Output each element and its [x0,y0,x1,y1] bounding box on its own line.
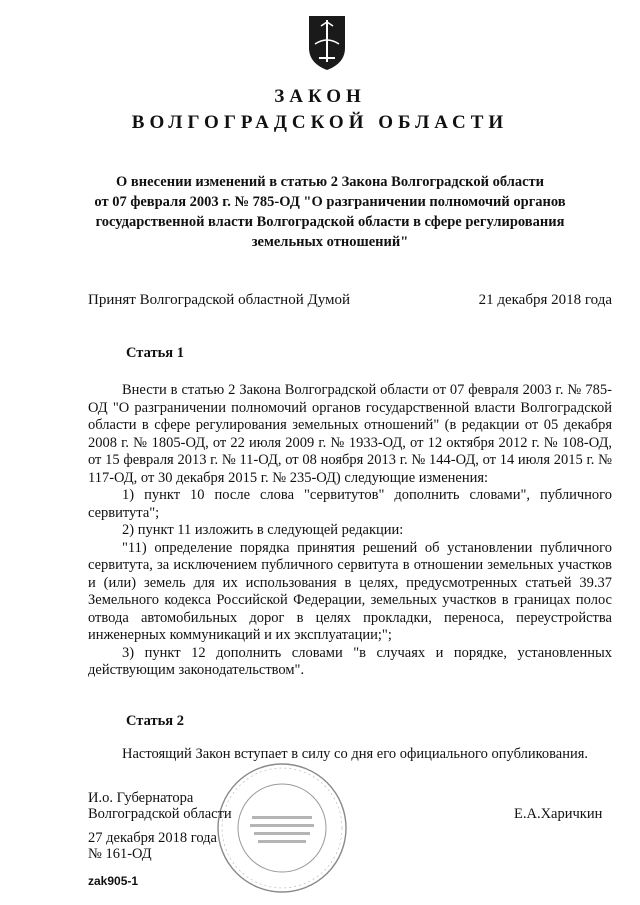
article-1-intro: Внести в статью 2 Закона Волгоградской области от 07 февраля 2003 г. № 785-ОД "О разграничении полномочий органов государственной власти Волгоградской области в сфере регулирования земельных отношений" (в редакции от 05 декабря 2008 г. № 1805-ОД, от 22 июля 2009 г. № 1933-ОД, от 12 октября 2012 г. № 108-ОД, от 15 февраля 2013 г. № 11-ОД, от 08 ноября 2013 г. № 144-ОД, от 14 июля 2015 г. № 117-ОД, от 30 декабря 2015 г. № 235-ОД) следующие изменения: [88,382,612,486]
coat-of-arms-icon [307,14,347,72]
article-1-item-2: 2) пункт 11 изложить в следующей редакции: [122,522,404,538]
heading-line: государственной власти Волгоградской области в сфере регулирования [95,214,565,230]
article-1-title: Статья 1 [126,345,184,361]
law-heading [70,172,590,252]
adoption-text: Принят Волгоградской областной Думой [88,292,351,308]
document-code: zak905-1 [88,874,139,888]
document-type-title: ЗАКОН [274,86,366,107]
heading-line: земельных отношений" [251,234,409,250]
law-number: № 161-ОД [88,846,152,862]
article-1-item-1: 1) пункт 10 после слова "сервитутов" дополнить словами", публичного сервитута"; [88,487,612,521]
official-seal-stamp [212,758,352,898]
signatory-position [88,790,232,822]
region-subtitle: ВОЛГОГРАДСКОЙ ОБЛАСТИ [131,112,509,133]
article-1-item-3: 3) пункт 12 дополнить словами "в случаях и порядке, установленных действующим законодательством". [88,644,612,678]
signatory-position-line: И.о. Губернатора [88,790,194,806]
article-2-title: Статья 2 [126,713,184,729]
heading-line: от 07 февраля 2003 г. № 785-ОД "О разграничении полномочий органов [94,194,566,210]
signing-details [88,830,217,862]
article-1-body [88,382,612,680]
article-1-item-2-text: "11) определение порядка принятия решений об установлении публичного сервитута, за исключением публичного сервитута в отношении земельных участков и (или) земель для их использования в целях, предусмотренных статьей 39.37 Земельного кодекса Российской Федерации, земельных участков в границах полос отвода автомобильных дорог в целях прокладки, переноса, переустройства инженерных коммуникаций и их эксплуатации;"; [88,539,612,643]
signatory-name: Е.А.Харичкин [514,806,603,822]
signing-date: 27 декабря 2018 года [88,830,217,846]
adoption-date: 21 декабря 2018 года [478,292,612,308]
heading-line: О внесении изменений в статью 2 Закона Волгоградской области [115,174,545,190]
signatory-position-line: Волгоградской области [88,806,232,822]
article-2-text: Настоящий Закон вступает в силу со дня его официального опубликования. [122,746,589,762]
